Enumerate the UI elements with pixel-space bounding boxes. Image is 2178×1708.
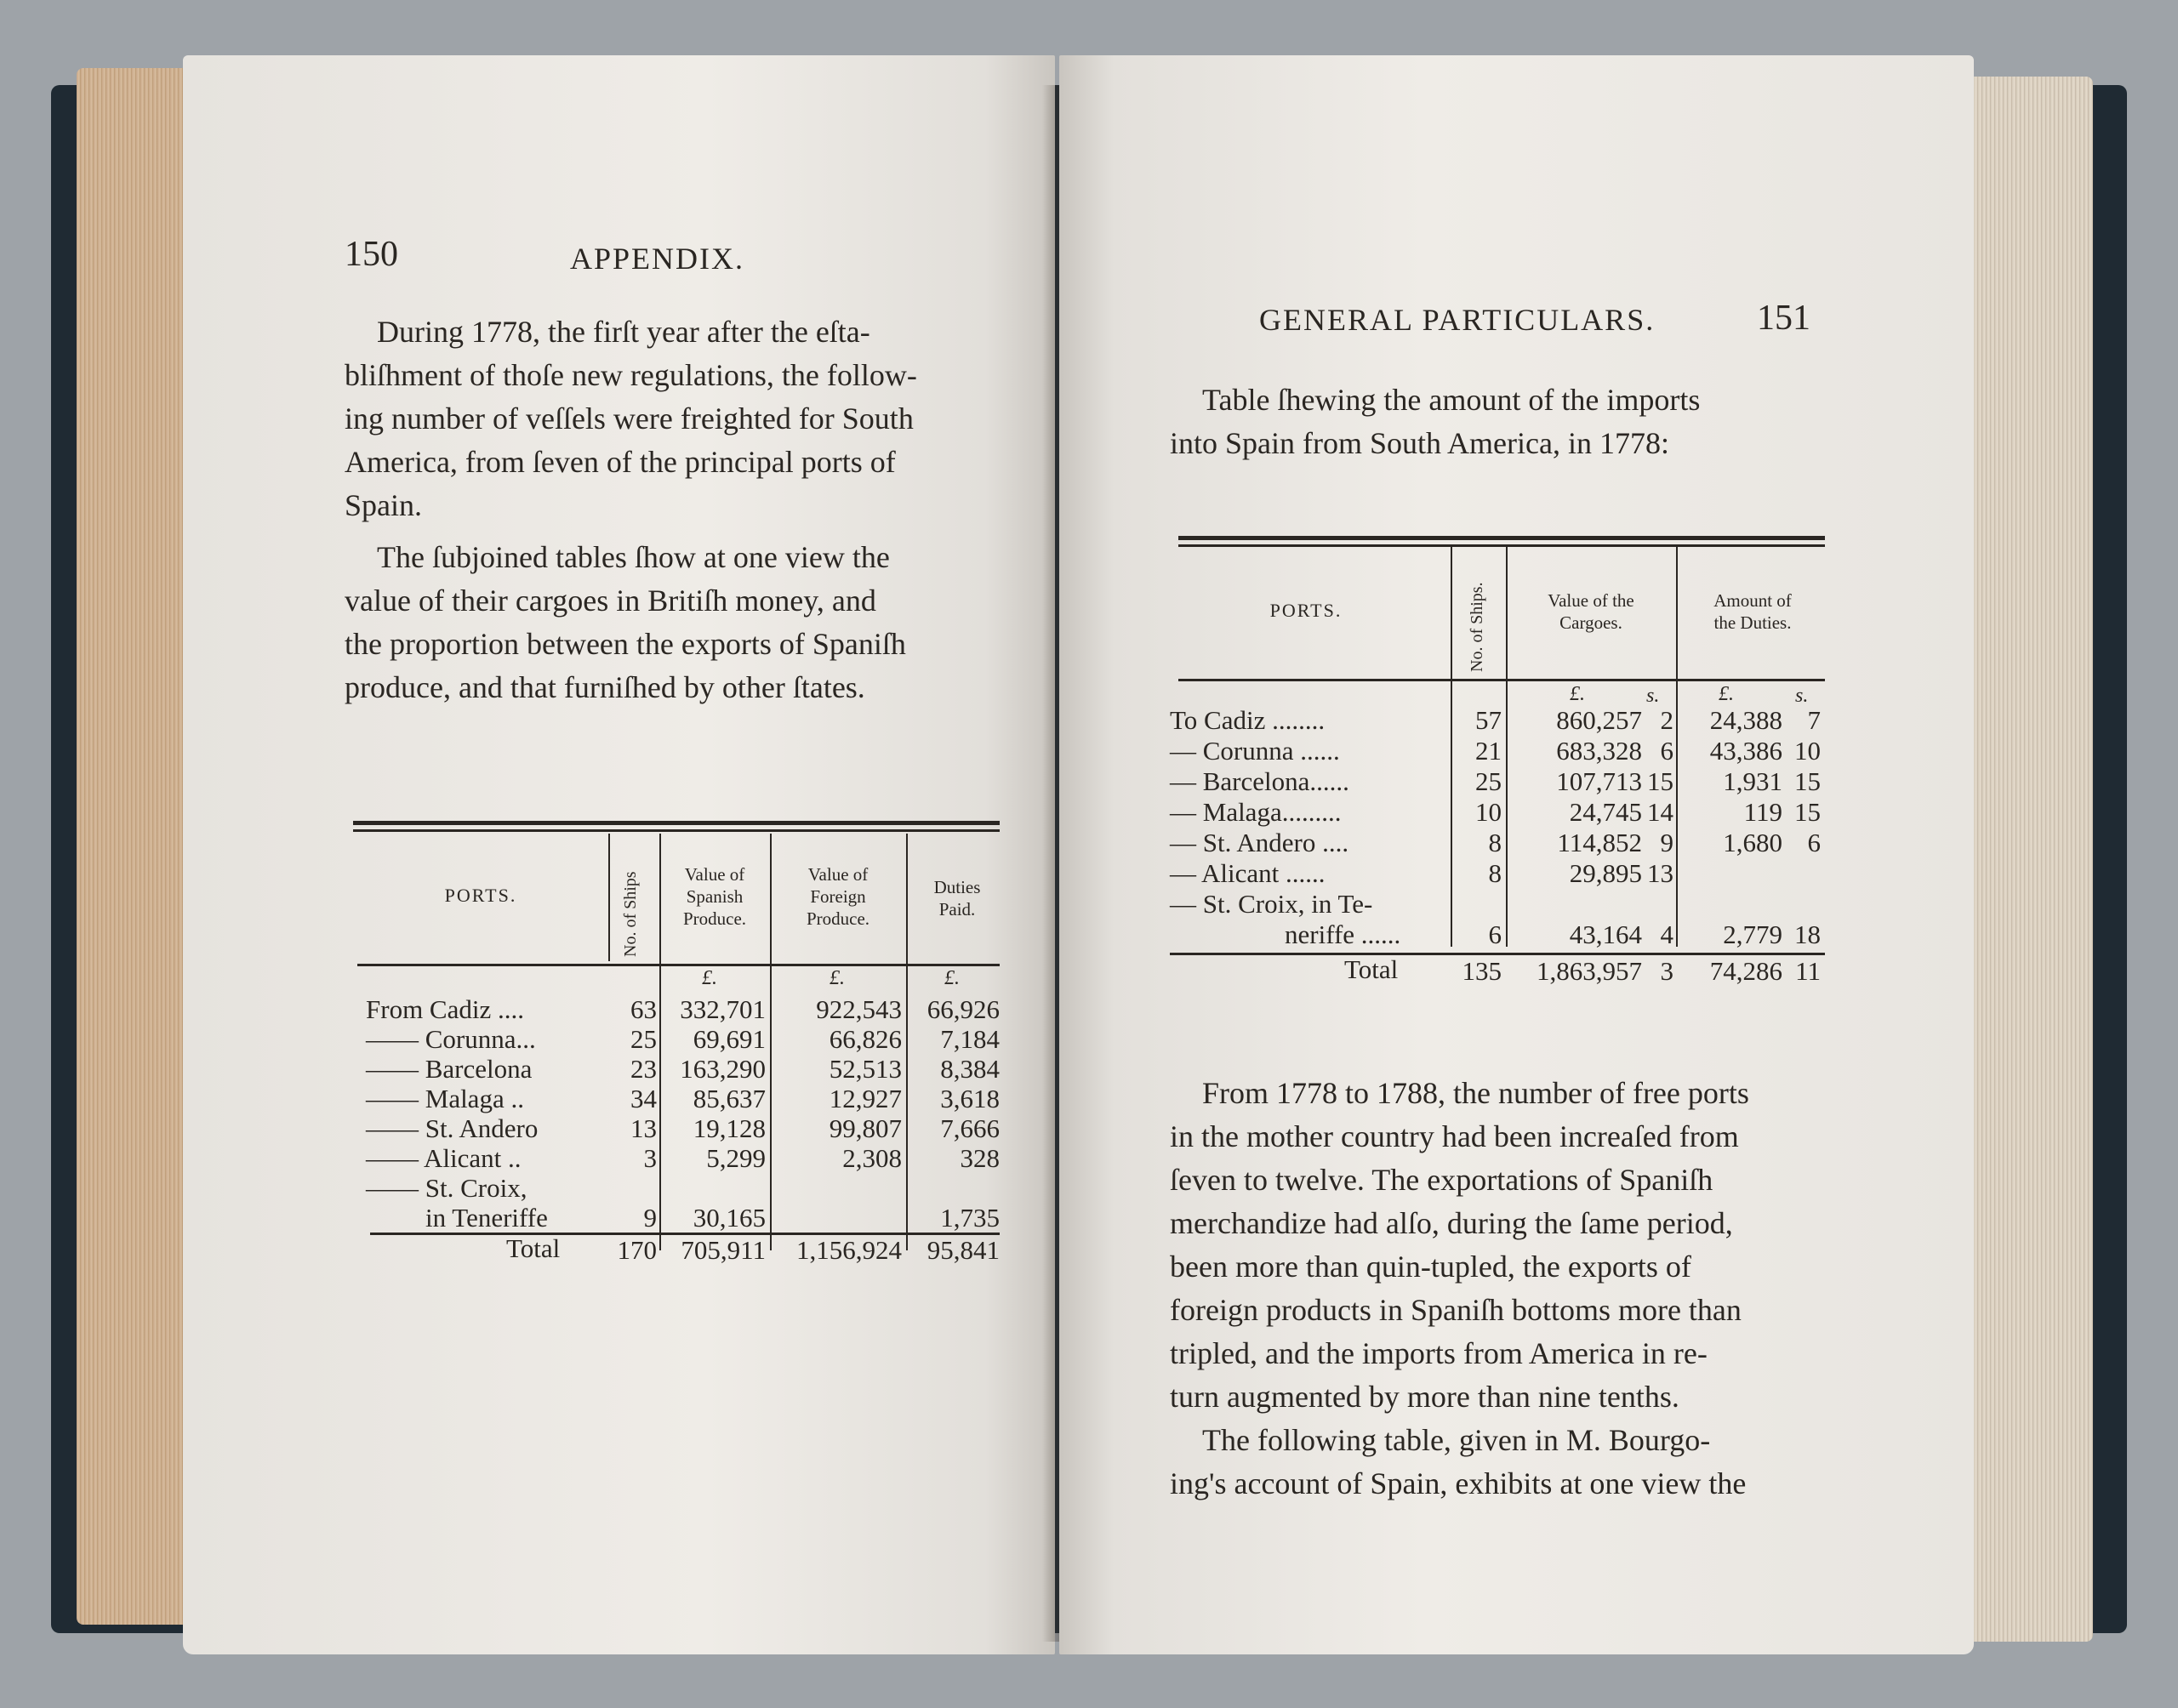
running-head: GENERAL PARTICULARS. xyxy=(1259,303,1656,337)
total-value: 1,863,957 xyxy=(1537,956,1642,986)
ships-count: 8 xyxy=(1488,858,1502,888)
spanish-value: 30,165 xyxy=(693,1203,766,1233)
currency-label: £. xyxy=(1570,683,1585,705)
duties-shillings: 15 xyxy=(1794,797,1821,827)
total-duties-shillings: 11 xyxy=(1795,956,1821,986)
spanish-value: 69,691 xyxy=(693,1024,766,1054)
foreign-value: 52,513 xyxy=(829,1054,902,1084)
cargo-value: 114,852 xyxy=(1557,828,1642,857)
column-header-spanish: Value of Spanish Produce. xyxy=(682,864,747,929)
ships-count: 25 xyxy=(630,1024,657,1054)
total-label: Total xyxy=(1344,954,1399,984)
duties-shillings: 18 xyxy=(1794,919,1821,949)
port-name: — Barcelona...... xyxy=(1170,766,1349,796)
paragraph: From 1778 to 1788, the number of free ports in the mother country had been increaſed from ſeven to twelve. The exportations of Spaniſh merchandize had alſo, during the ſame period, been more than quin-tupled, the exports of foreign products in Spaniſh bottoms more than tripled, and the imports from America in re- turn augmented by more than nine tenths. xyxy=(1170,1076,1749,1414)
port-name: — Malaga......... xyxy=(1170,797,1342,827)
currency-label: £. xyxy=(702,967,717,989)
foreign-value: 66,826 xyxy=(829,1024,902,1054)
paragraph: The ſubjoined tables ſhow at one view the value of their cargoes in Britiſh money, and the proportion between the exports of Spaniſh produce, and that furniſhed by other ſtates. xyxy=(345,540,906,704)
total-ships: 135 xyxy=(1462,956,1502,986)
total-duties: 95,841 xyxy=(927,1235,1000,1265)
column-header-ports: PORTS. xyxy=(444,885,517,906)
total-ships: 170 xyxy=(617,1235,657,1265)
port-name: — St. Andero .... xyxy=(1170,828,1349,857)
total-duties: 74,286 xyxy=(1709,956,1782,986)
cargo-value: 683,328 xyxy=(1556,736,1642,766)
port-name: To Cadiz ........ xyxy=(1170,705,1326,735)
ships-count: 23 xyxy=(630,1054,657,1084)
port-name: — Corunna ...... xyxy=(1170,736,1340,766)
shilling-label: s. xyxy=(1646,685,1660,707)
port-name: —— Corunna... xyxy=(366,1024,536,1054)
left-page xyxy=(183,55,1055,1654)
column-header-value: Value of the Cargoes. xyxy=(1548,590,1634,633)
column-header-ships: No. of Ships. xyxy=(1468,582,1486,672)
duties-value: 3,618 xyxy=(940,1084,1000,1113)
duties-value: 119 xyxy=(1743,797,1782,827)
port-name: —— Barcelona xyxy=(366,1054,533,1084)
port-name: —— St. Croix, xyxy=(366,1173,527,1203)
ships-count: 9 xyxy=(643,1203,657,1233)
right-page xyxy=(1059,55,1974,1654)
column-header-ports: PORTS. xyxy=(1269,600,1343,621)
port-name: neriffe ...... xyxy=(1285,919,1401,949)
duties-value: 328 xyxy=(960,1143,1000,1173)
cargo-shillings: 9 xyxy=(1660,828,1673,857)
port-name: — Alicant ...... xyxy=(1170,858,1326,888)
spanish-value: 163,290 xyxy=(680,1054,766,1084)
port-name: —— St. Andero xyxy=(366,1113,539,1143)
duties-value: 43,386 xyxy=(1709,736,1782,766)
cargo-shillings: 6 xyxy=(1660,736,1673,766)
port-name: —— Alicant .. xyxy=(366,1143,522,1173)
total-foreign: 1,156,924 xyxy=(796,1235,902,1265)
duties-shillings: 6 xyxy=(1807,828,1821,857)
cargo-shillings: 15 xyxy=(1647,766,1673,796)
running-head: APPENDIX. xyxy=(570,242,745,276)
cargo-value: 107,713 xyxy=(1556,766,1642,796)
ships-count: 3 xyxy=(643,1143,657,1173)
paragraph: During 1778, the firſt year after the eſta- bliſhment of thoſe new regulations, the follow- ing number of veſſels were freighted for South America, from ſeven of the principal ports of Spain. xyxy=(345,315,917,522)
cargo-shillings: 13 xyxy=(1647,858,1673,888)
page-edges-right xyxy=(1957,77,2093,1642)
duties-value: 7,666 xyxy=(940,1113,1000,1143)
duties-value: 1,735 xyxy=(940,1203,1000,1233)
foreign-value: 12,927 xyxy=(829,1084,902,1113)
table-caption: Table ſhewing the amount of the imports into Spain from South America, in 1778: xyxy=(1170,383,1701,460)
shilling-label: s. xyxy=(1795,685,1809,707)
total-label: Total xyxy=(506,1233,561,1263)
cargo-shillings: 2 xyxy=(1660,705,1673,735)
ships-count: 8 xyxy=(1488,828,1502,857)
duties-shillings: 7 xyxy=(1807,705,1821,735)
port-name: in Teneriffe xyxy=(425,1203,548,1233)
column-header-duties: Duties Paid. xyxy=(933,877,981,919)
foreign-value: 99,807 xyxy=(829,1113,902,1143)
duties-value: 24,388 xyxy=(1709,705,1782,735)
cargo-value: 24,745 xyxy=(1569,797,1642,827)
ships-count: 63 xyxy=(630,994,657,1024)
ships-count: 25 xyxy=(1475,766,1502,796)
column-header-ships: No. of Ships xyxy=(621,871,640,957)
column-header-duties: Amount of the Duties. xyxy=(1713,590,1792,633)
paragraph: The following table, given in M. Bourgo- ing's account of Spain, exhibits at one view the xyxy=(1170,1423,1747,1500)
port-name: From Cadiz .... xyxy=(366,994,524,1024)
port-name: —— Malaga .. xyxy=(366,1084,524,1113)
ships-count: 21 xyxy=(1475,736,1502,766)
page-number: 150 xyxy=(345,235,398,274)
ships-count: 34 xyxy=(630,1084,657,1113)
duties-value: 66,926 xyxy=(927,994,1000,1024)
cargo-value: 43,164 xyxy=(1569,919,1642,949)
duties-value: 8,384 xyxy=(940,1054,1000,1084)
port-name: — St. Croix, in Te- xyxy=(1170,889,1373,919)
ships-count: 6 xyxy=(1488,919,1502,949)
cargo-value: 860,257 xyxy=(1556,705,1642,735)
currency-label: £. xyxy=(1719,683,1734,705)
foreign-value: 922,543 xyxy=(816,994,902,1024)
duties-shillings: 10 xyxy=(1794,736,1821,766)
spanish-value: 5,299 xyxy=(706,1143,766,1173)
total-value-shillings: 3 xyxy=(1660,956,1673,986)
duties-value: 1,680 xyxy=(1723,828,1782,857)
duties-value: 7,184 xyxy=(940,1024,1000,1054)
cargo-shillings: 4 xyxy=(1660,919,1673,949)
duties-value: 2,779 xyxy=(1723,919,1782,949)
duties-shillings: 15 xyxy=(1794,766,1821,796)
duties-value: 1,931 xyxy=(1723,766,1782,796)
cargo-value: 29,895 xyxy=(1569,858,1642,888)
total-spanish: 705,911 xyxy=(681,1235,766,1265)
spanish-value: 85,637 xyxy=(693,1084,766,1113)
currency-label: £. xyxy=(944,967,960,989)
currency-label: £. xyxy=(830,967,845,989)
page-number: 151 xyxy=(1757,299,1810,338)
cargo-shillings: 14 xyxy=(1647,797,1673,827)
spanish-value: 19,128 xyxy=(693,1113,766,1143)
column-header-foreign: Value of Foreign Produce. xyxy=(806,864,870,929)
spanish-value: 332,701 xyxy=(680,994,766,1024)
ships-count: 13 xyxy=(630,1113,657,1143)
foreign-value: 2,308 xyxy=(842,1143,902,1173)
ships-count: 57 xyxy=(1475,705,1502,735)
ships-count: 10 xyxy=(1475,797,1502,827)
